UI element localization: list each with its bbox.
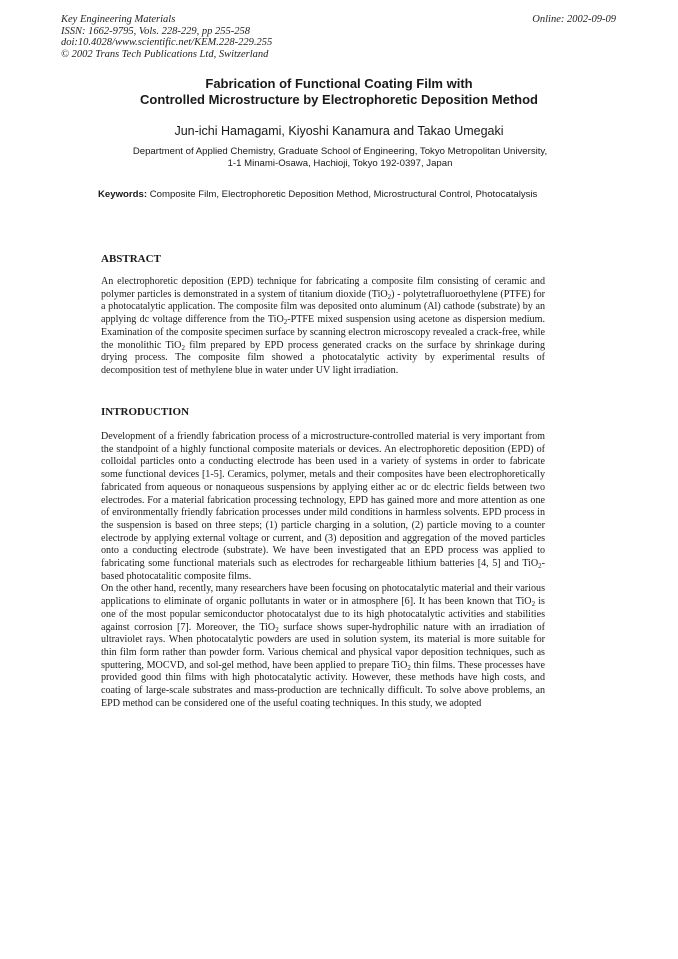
keywords-text: Composite Film, Electrophoretic Deposition Method, Microstructural Control, Photocatalysis [147, 189, 538, 200]
introduction-heading: INTRODUCTION [101, 406, 190, 418]
keywords [98, 189, 538, 201]
introduction-paragraph: Development of a friendly fabrication process of a microstructure-controlled material is very important from the standpoint of a highly functional composite materials or devices. An electrophoretic deposition (EPD) of colloidal particles onto a conducting electrode has been used in a variety of systems in order to fabricate some functional devices [1-5]. Ceramics, polymer, metals and their composites have been electrophoretically fabricated from aqueous or nonaqueous suspensions by applying either ac or dc electric fields between two electrodes. For a material fabrication processing technology, EPD has gained more and more attention as one of environmentally friendly fabrication processes under mild conditions in harmless solvents. EPD process in the suspension is based on three steps; (1) particle charging in a solution, (2) particle moving to a counter electrode by applying external voltage or current, and (3) deposition and aggregation of the moved particles onto a conducting electrode (substrate). We have been investigated that an EPD process was applied to fabricating some functional materials such as electrodes for rechargeable lithium batteries [4, 5] and TiO$_2$-based photocatalitic composite films. On the other hand, recently, many researchers have been focusing on photocatalytic material and their various applications to eliminate of organic pollutants in water or in atmosphere [6]. It has been known that TiO$_2$ is one of the most popular semiconductor photocatalyst due to its high photocatalytic activities and stabilities against corrosion [7]. Moreover, the TiO$_2$ surface shows super-hydrophilic nature with an irradiation of ultraviolet rays. When photocatalytic powders are used in solution system, its material is more suitable for thin film form rather than powder form. Various chemical and physical vapor deposition techniques, such as sputtering, MOCVD, and sol-gel method, have been applied to prepare TiO$_2$ thin films. These processes have provided good thin films with high photocatalytic activity. However, these methods have high costs, and coating of large-scale substrates and mass-production are technically difficult. To solve above problems, an EPD method can be considered one of the useful coating techniques. In this study, we adopted [101, 431, 545, 709]
affiliation [60, 146, 620, 169]
abstract-paragraph: An electrophoretic deposition (EPD) technique for fabricating a composite film consisting of ceramic and polymer particles is demonstrated in a system of titanium dioxide (TiO$_2$) - polytetrafluoroethylene (PTFE) for a photocatalytic application. The composite film was deposited onto aluminum (Al) cathode (substrate) by an applying dc voltage difference from the TiO$_2$-PTFE mixed suspension using acetone as dispersion medium. Examination of the composite specimen surface by scanning electron microscopy revealed a crack-free, while the monolithic TiO$_2$ film prepared by EPD process generated cracks on the surface by shrinkage during drying process. The composite film showed a photocatalytic activity by experimental results of decomposition test of methylene blue in water under UV light irradiation. [101, 276, 545, 376]
journal-header [61, 14, 272, 60]
issn-line: ISSN: 1662-9795, Vols. 228-229, pp 255-258 [61, 25, 250, 37]
title-line-1: Fabrication of Functional Coating Film with [205, 76, 473, 91]
journal-name: Key Engineering Materials [61, 14, 176, 25]
affiliation-line-2: 1-1 Minami-Osawa, Hachioji, Tokyo 192-0397, Japan [227, 157, 453, 169]
doi-line[interactable]: doi:10.4028/www.scientific.net/KEM.228-229.255 [61, 37, 273, 48]
online-date: Online: 2002-09-09 [532, 14, 616, 25]
title-line-2: Controlled Microstructure by Electrophoretic Deposition Method [140, 92, 538, 107]
abstract-heading: ABSTRACT [101, 253, 161, 265]
author-list: Jun-ichi Hamagami, Kiyoshi Kanamura and Takao Umegaki [174, 124, 504, 138]
keywords-label: Keywords: [98, 189, 148, 200]
paper-title [0, 76, 678, 108]
affiliation-line-1: Department of Applied Chemistry, Graduate School of Engineering, Tokyo Metropolitan University, [132, 146, 548, 157]
copyright-line: © 2002 Trans Tech Publications Ltd, Switzerland [61, 48, 269, 60]
